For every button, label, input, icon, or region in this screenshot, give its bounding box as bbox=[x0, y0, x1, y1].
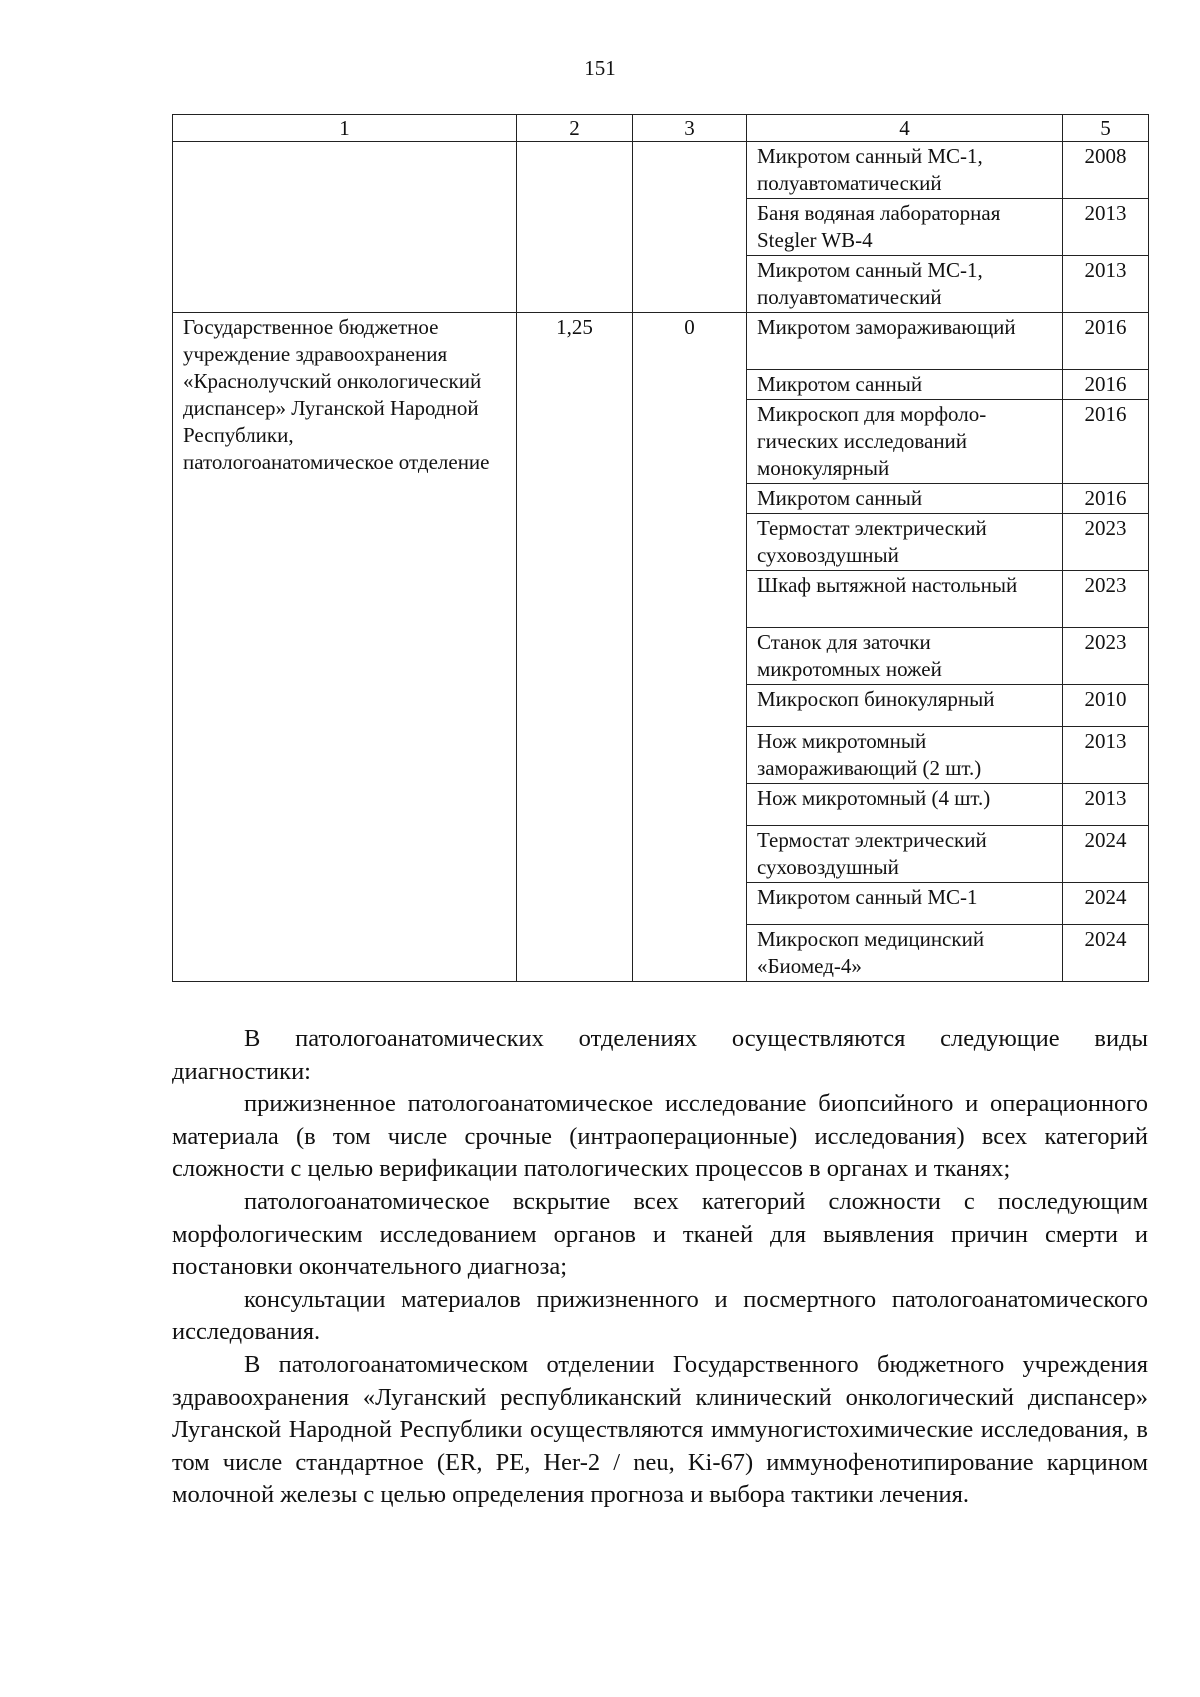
equipment-name: Микротом санный bbox=[747, 370, 1063, 400]
table-header-row bbox=[173, 115, 1149, 142]
equipment-name: Шкаф вытяжной настольный bbox=[747, 571, 1063, 628]
page-number: 151 bbox=[584, 56, 616, 80]
prev-col2-cell bbox=[517, 142, 633, 313]
equipment-year: 2013 bbox=[1063, 199, 1149, 256]
equipment-name: Микроскоп для морфоло-гических исследований монокулярный bbox=[747, 400, 1063, 484]
paragraph-immunohistochemistry: В патологоанатомическом отделении Государственного бюджетного учреждения здравоохранения «Луганский республиканский клинический онкологический диспансер» Луганской Народной Республики осуществляются иммуногистохимические исследования, в том числе стандартное (ER, PE, Her-2 / neu, Ki-67) иммунофенотипирование карцином молочной железы с целью определения прогноза и выбора тактики лечения. bbox=[172, 1350, 1148, 1509]
paragraph-diagnostics-intro: В патологоанатомических отделениях осуществляются следующие виды диагностики: bbox=[172, 1025, 1148, 1085]
equipment-year: 2013 bbox=[1063, 727, 1149, 784]
paragraph-autopsy: патологоанатомическое вскрытие всех категорий сложности с последующим морфологическим исследованием органов и тканей для выявления причин смерти и постановки окончательного диагноза; bbox=[172, 1187, 1148, 1281]
body-text bbox=[172, 1023, 1148, 1512]
equipment-year: 2024 bbox=[1063, 826, 1149, 883]
equipment-name: Нож микротомный (4 шт.) bbox=[747, 784, 1063, 826]
equipment-year: 2016 bbox=[1063, 484, 1149, 514]
equipment-name: Микротом санный МС-1, полуавтоматический bbox=[747, 142, 1063, 199]
institution-col2-value: 1,25 bbox=[517, 313, 633, 982]
equipment-year: 2024 bbox=[1063, 925, 1149, 982]
table-row bbox=[173, 313, 1149, 370]
equipment-name: Термостат электрический суховоздушный bbox=[747, 826, 1063, 883]
header-col-2: 2 bbox=[517, 115, 633, 142]
prev-col3-cell bbox=[633, 142, 747, 313]
equipment-year: 2016 bbox=[1063, 370, 1149, 400]
equipment-year: 2016 bbox=[1063, 400, 1149, 484]
equipment-year: 2023 bbox=[1063, 571, 1149, 628]
institution-col3-value: 0 bbox=[633, 313, 747, 982]
header-col-5: 5 bbox=[1063, 115, 1149, 142]
equipment-table bbox=[172, 114, 1149, 982]
equipment-name: Баня водяная лабораторная Stegler WB-4 bbox=[747, 199, 1063, 256]
header-col-4: 4 bbox=[747, 115, 1063, 142]
equipment-name: Микротом санный МС-1 bbox=[747, 883, 1063, 925]
equipment-name: Станок для заточки микротомных ножей bbox=[747, 628, 1063, 685]
equipment-year: 2023 bbox=[1063, 514, 1149, 571]
equipment-name: Микротом санный bbox=[747, 484, 1063, 514]
equipment-name: Микроскоп медицинский «Биомед-4» bbox=[747, 925, 1063, 982]
paragraph-lifetime-study: прижизненное патологоанатомическое исследование биопсийного и операционного материала (в том числе срочные (интраоперационные) исследования) всех категорий сложности с целью верификации патологических процессов в органах и тканях; bbox=[172, 1090, 1148, 1183]
equipment-name: Термостат электрический суховоздушный bbox=[747, 514, 1063, 571]
header-col-3: 3 bbox=[633, 115, 747, 142]
equipment-year: 2023 bbox=[1063, 628, 1149, 685]
header-col-1: 1 bbox=[173, 115, 517, 142]
equipment-name: Микротом санный МС-1, полуавтоматический bbox=[747, 256, 1063, 313]
equipment-year: 2010 bbox=[1063, 685, 1149, 727]
prev-institution-cell bbox=[173, 142, 517, 313]
institution-name: Государственное бюджетное учреждение здравоохранения «Краснолучский онкологический диспансер» Луганской Народной Республики, патологоанатомическое отделение bbox=[173, 313, 517, 982]
paragraph-consultations: консультации материалов прижизненного и посмертного патологоанатомического исследования. bbox=[172, 1285, 1148, 1346]
equipment-name: Нож микротомный замораживающий (2 шт.) bbox=[747, 727, 1063, 784]
equipment-year: 2013 bbox=[1063, 256, 1149, 313]
table-row bbox=[173, 142, 1149, 199]
equipment-year: 2013 bbox=[1063, 784, 1149, 826]
equipment-name: Микроскоп бинокулярный bbox=[747, 685, 1063, 727]
equipment-year: 2024 bbox=[1063, 883, 1149, 925]
equipment-year: 2008 bbox=[1063, 142, 1149, 199]
equipment-name: Микротом замораживающий bbox=[747, 313, 1063, 370]
equipment-year: 2016 bbox=[1063, 313, 1149, 370]
